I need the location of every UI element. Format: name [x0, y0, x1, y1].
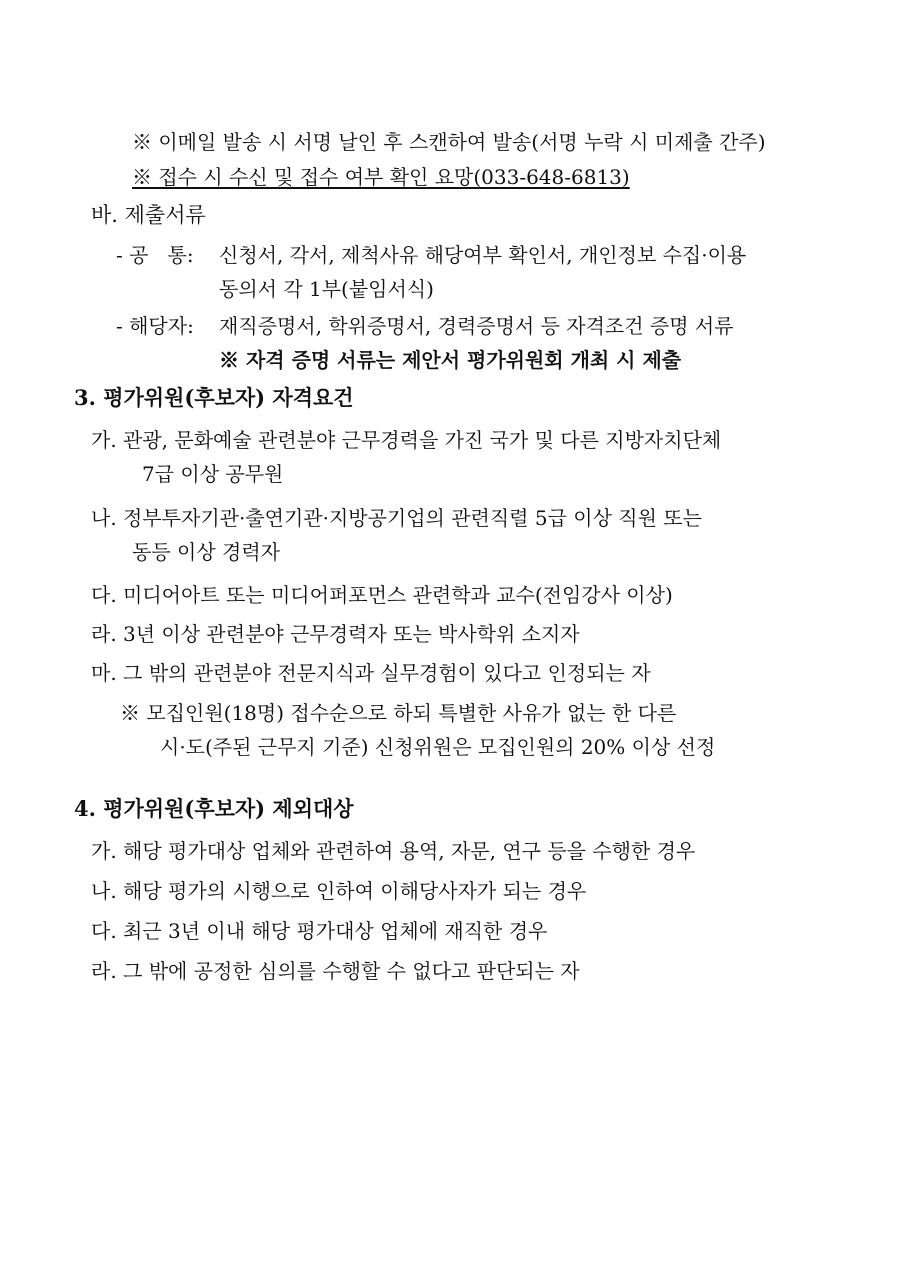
- recruitment-note: ※ 모집인원(18명) 접수순으로 하되 특별한 사유가 없는 한 다른: [120, 701, 677, 725]
- common-documents-text: 신청서, 각서, 제척사유 해당여부 확인서, 개인정보 수집·이용: [219, 243, 747, 267]
- applicable-documents-label: - 해당자:: [116, 314, 194, 338]
- common-documents-label: - 공 통:: [116, 243, 194, 267]
- section3-item-ga-cont: 7급 이상 공무원: [142, 462, 284, 486]
- section3-item-da: 다. 미디어아트 또는 미디어퍼포먼스 관련학과 교수(전임강사 이상): [91, 583, 673, 607]
- recruitment-note-cont: 시·도(주된 근무지 기준) 신청위원은 모집인원의 20% 이상 선정: [160, 735, 716, 759]
- receipt-confirmation-note: ※ 접수 시 수신 및 접수 여부 확인 요망(033-648-6813): [132, 165, 630, 189]
- email-submission-note: ※ 이메일 발송 시 서명 날인 후 스캔하여 발송(서명 누락 시 미제출 간주): [132, 130, 766, 154]
- section3-item-ra: 라. 3년 이상 관련분야 근무경력자 또는 박사학위 소지자: [91, 622, 580, 646]
- section4-item-da: 다. 최근 3년 이내 해당 평가대상 업체에 재직한 경우: [91, 919, 548, 943]
- section4-item-ga: 가. 해당 평가대상 업체와 관련하여 용역, 자문, 연구 등을 수행한 경우: [91, 839, 696, 863]
- section3-title: 3. 평가위원(후보자) 자격요건: [74, 385, 354, 410]
- section3-item-na: 나. 정부투자기관·출연기관·지방공기업의 관련직렬 5급 이상 직원 또는: [91, 506, 702, 530]
- section4-title: 4. 평가위원(후보자) 제외대상: [74, 796, 354, 821]
- section3-item-ma: 마. 그 밖의 관련분야 전문지식과 실무경험이 있다고 인정되는 자: [91, 661, 651, 685]
- section3-item-ga: 가. 관광, 문화예술 관련분야 근무경력을 가진 국가 및 다른 지방자치단체: [91, 428, 722, 452]
- section4-item-na: 나. 해당 평가의 시행으로 인하여 이해당사자가 되는 경우: [91, 879, 587, 903]
- qualification-proof-note: ※ 자격 증명 서류는 제안서 평가위원회 개최 시 제출: [219, 348, 682, 372]
- section3-item-na-cont: 동등 이상 경력자: [132, 540, 280, 564]
- applicable-documents-text: 재직증명서, 학위증명서, 경력증명서 등 자격조건 증명 서류: [219, 314, 734, 338]
- section4-item-ra: 라. 그 밖에 공정한 심의를 수행할 수 없다고 판단되는 자: [91, 959, 580, 983]
- documents-heading: 바. 제출서류: [91, 203, 206, 227]
- common-documents-text-cont: 동의서 각 1부(붙임서식): [219, 277, 434, 301]
